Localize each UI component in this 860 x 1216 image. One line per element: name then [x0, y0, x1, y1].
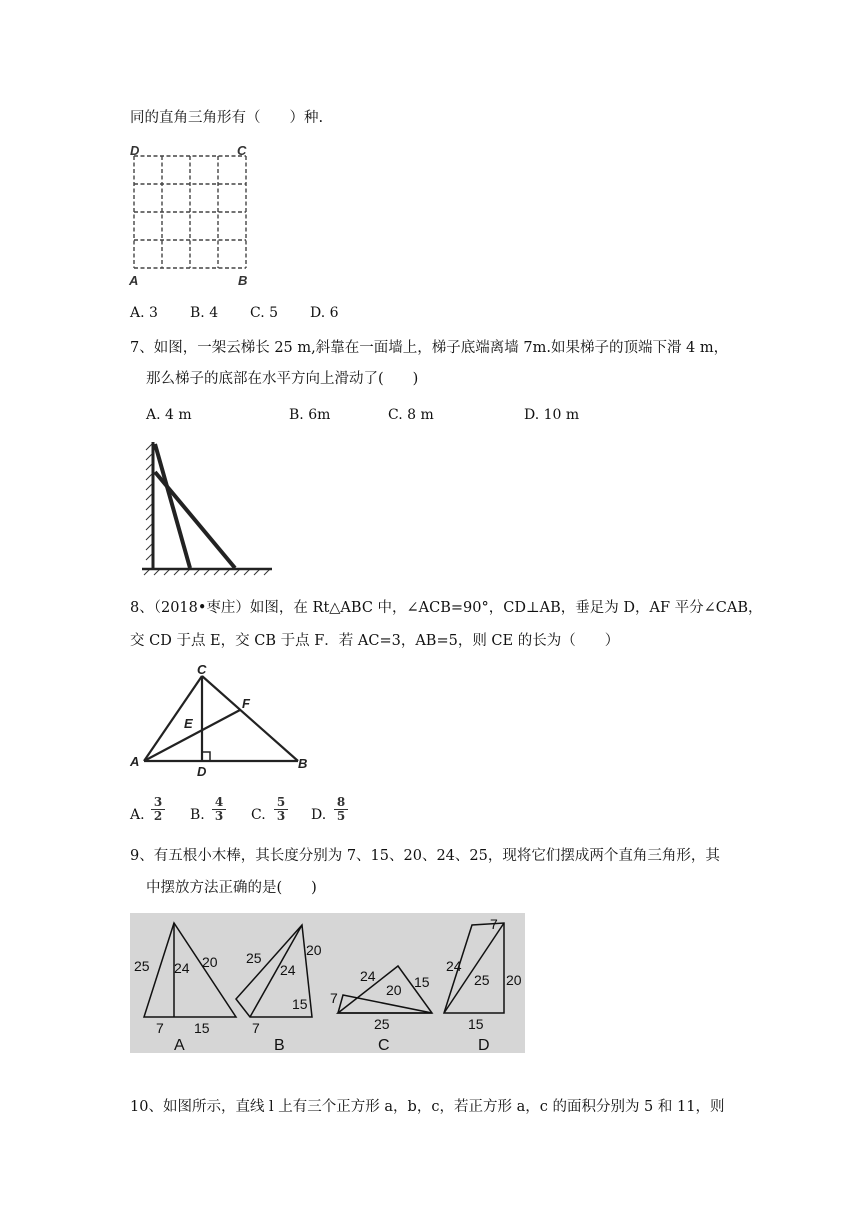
- q8-option-b-numerator: 4: [212, 796, 226, 810]
- q8-stem-line1: 8、（2018•枣庄）如图，在 Rt△ABC 中，∠ACB=90°，CD⊥AB，垂足为 D，AF 平分∠CAB，: [130, 600, 763, 616]
- q9-fig-a-side-15: 15: [194, 1020, 210, 1036]
- q8-option-d-prefix: D.: [311, 807, 327, 823]
- q8-option-c-numerator: 5: [274, 796, 288, 810]
- q10-stem-line1: 10、如图所示，直线 l 上有三个正方形 a，b，c，若正方形 a，c 的面积分别为 5 和 11，则: [130, 1099, 725, 1115]
- q7-stem-line1: 7、如图，一架云梯长 25 m,斜靠在一面墙上，梯子底端离墙 7m.如果梯子的顶端下滑 4 m，: [130, 340, 729, 356]
- q9-stem-line2: 中摆放方法正确的是( ): [146, 880, 317, 896]
- q7-option-a: A. 4 m: [146, 407, 192, 423]
- q8-option-c-prefix: C.: [251, 807, 266, 823]
- q9-fig-c-side-7: 7: [330, 990, 338, 1006]
- q9-fig-c-side-20: 20: [386, 982, 402, 998]
- q9-fig-d-side-20: 20: [506, 972, 522, 988]
- q8-option-a-prefix: A.: [130, 807, 145, 823]
- q8-stem-line2: 交 CD 于点 E，交 CB 于点 F．若 AC=3，AB=5，则 CE 的长为（ ）: [130, 633, 620, 649]
- q9-fig-c-caption: C: [378, 1037, 390, 1053]
- q9-fig-d-caption: D: [478, 1037, 490, 1053]
- q9-fig-d-side-15: 15: [468, 1016, 484, 1032]
- q6-option-c: C. 5: [250, 305, 279, 321]
- q9-fig-c-side-25: 25: [374, 1016, 390, 1032]
- q9-fig-a-side-7: 7: [156, 1020, 164, 1036]
- q9-fig-b-caption: B: [274, 1037, 285, 1053]
- q8-label-f: F: [242, 696, 250, 711]
- q8-option-b-denominator: 3: [214, 809, 224, 823]
- q9-fig-d-side-7: 7: [490, 916, 498, 932]
- q9-fig-d-side-24: 24: [446, 958, 462, 974]
- q8-option-b-fraction: [212, 796, 226, 823]
- q6-label-b: B: [238, 273, 248, 288]
- q6-label-c: C: [237, 143, 247, 158]
- q8-option-d-numerator: 8: [334, 796, 348, 810]
- q9-fig-a-side-20: 20: [202, 954, 218, 970]
- q8-option-d-denominator: 5: [336, 809, 346, 823]
- q8-option-b-prefix: B.: [190, 807, 205, 823]
- q6-option-b: B. 4: [190, 305, 219, 321]
- q8-option-a-numerator: 3: [151, 796, 165, 810]
- q6-option-a: A. 3: [130, 305, 158, 321]
- q6-label-d: D: [130, 143, 140, 158]
- q8-label-b: B: [298, 756, 308, 771]
- q9-fig-b-side-20: 20: [306, 942, 322, 958]
- q6-label-a: A: [129, 273, 139, 288]
- q9-stem-line1: 9、有五根小木棒，其长度分别为 7、15、20、24、25，现将它们摆成两个直角三角形，其: [130, 848, 720, 864]
- q9-fig-a-side-25: 25: [134, 958, 150, 974]
- q9-fig-c-side-15: 15: [414, 974, 430, 990]
- q9-fig-b-side-25: 25: [246, 950, 262, 966]
- q7-ladder-figure: [140, 440, 275, 580]
- q9-fig-a-side-24: 24: [174, 960, 190, 976]
- q8-option-c-denominator: 3: [276, 809, 286, 823]
- q7-option-b: B. 6m: [289, 407, 331, 423]
- q8-option-a-fraction: [151, 796, 165, 823]
- q8-label-a: A: [130, 754, 140, 769]
- q8-label-d: D: [197, 764, 207, 779]
- q6-option-d: D. 6: [310, 305, 339, 321]
- q6-grid-figure: [126, 140, 262, 290]
- q7-stem-line2: 那么梯子的底部在水平方向上滑动了( ): [146, 371, 419, 387]
- q7-option-c: C. 8 m: [388, 407, 434, 423]
- q9-fig-b-side-7: 7: [252, 1020, 260, 1036]
- q6-stem-tail: 同的直角三角形有（ ）种.: [130, 110, 324, 126]
- q9-fig-c-side-24: 24: [360, 968, 376, 984]
- q9-options-figure: [130, 913, 525, 1053]
- q8-triangle-figure: [126, 660, 316, 780]
- q8-option-c-fraction: [274, 796, 288, 823]
- q9-fig-b-side-15: 15: [292, 996, 308, 1012]
- q9-fig-d-side-25: 25: [474, 972, 490, 988]
- q7-option-d: D. 10 m: [524, 407, 580, 423]
- q9-fig-a-caption: A: [174, 1037, 185, 1053]
- q8-option-d-fraction: [334, 796, 348, 823]
- q9-fig-b-side-24: 24: [280, 962, 296, 978]
- q8-option-a-denominator: 2: [153, 809, 163, 823]
- q8-label-c: C: [197, 662, 207, 677]
- q8-label-e: E: [184, 716, 193, 731]
